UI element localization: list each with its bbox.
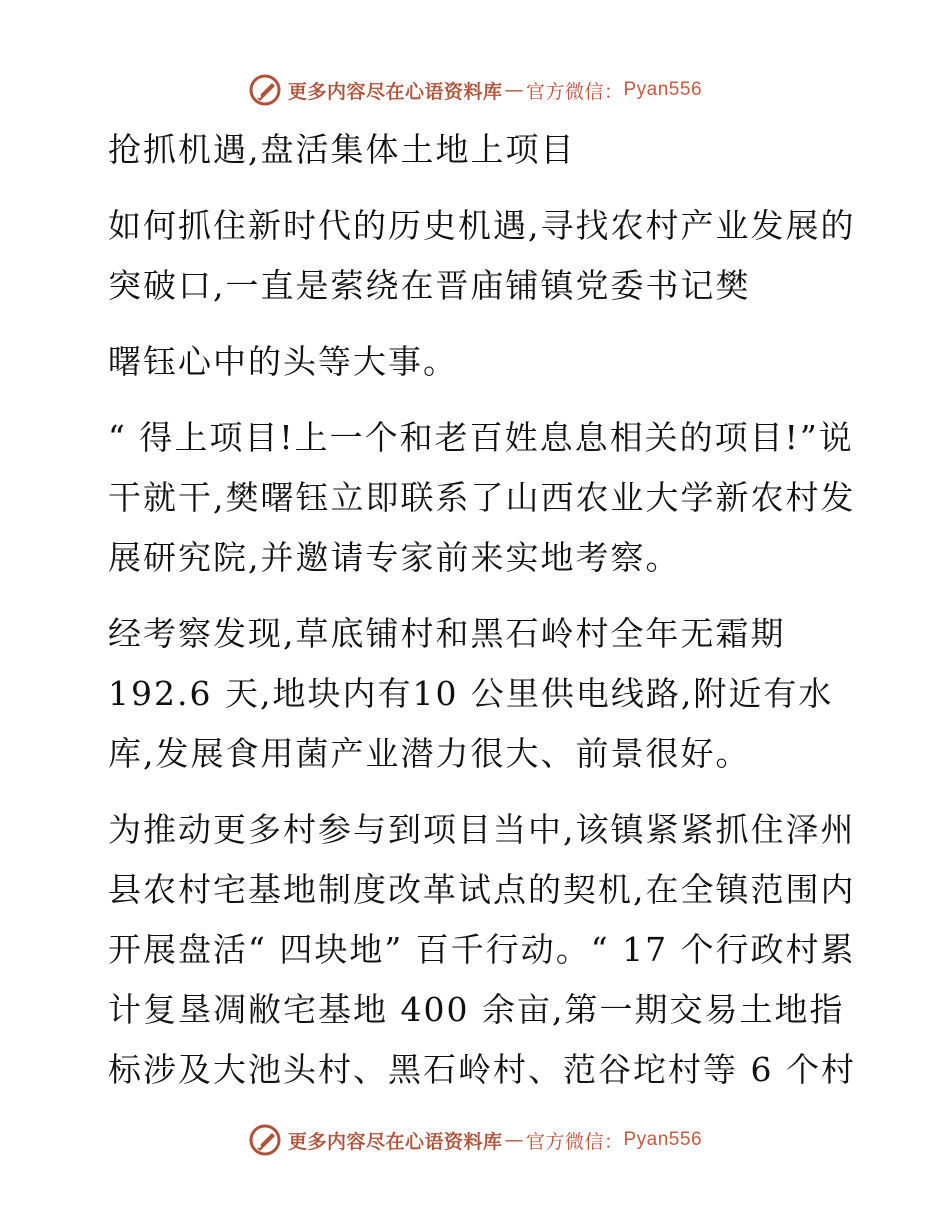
pen-logo-icon: [248, 73, 282, 107]
paragraph-5: 为推动更多村参与到项目当中,该镇紧紧抓住泽州县农村宅基地制度改革试点的契机,在全镇范围内开展盘活“ 四块地” 百千行动。“ 17 个行政村累计复垦凋敝宅基地 400 余亩,第一期交易土地指标涉及大池头村、黑石岭村、范谷坨村等 6 个村: [108, 810, 856, 1089]
paragraph-4: 经考察发现,草底铺村和黑石岭村全年无霜期 192.6 天,地块内有10 公里供电线路,附近有水库,发展食用菌产业潜力很大、前景很好。: [108, 614, 834, 773]
watermark-wechat-id: Pyan556: [623, 1129, 703, 1150]
watermark-text: 更多内容尽在心语资料库: [287, 1130, 503, 1153]
paragraph-3: “ 得上项目!上一个和老百姓息息相关的项目!”说干就干,樊曙钰立即联系了山西农业大学新农村发展研究院,并邀请专家前来实地考察。: [108, 418, 856, 577]
paragraph-2: 曙钰心中的头等大事。: [108, 342, 458, 381]
header-watermark: [0, 70, 950, 110]
watermark-text: 更多内容尽在心语资料库: [287, 80, 503, 103]
watermark-dash: —: [504, 1129, 524, 1151]
footer-watermark: [0, 1120, 950, 1160]
watermark-dash: —: [504, 79, 524, 101]
pen-logo-icon: [248, 1123, 282, 1157]
watermark-wechat-label: 官方微信：: [525, 1130, 624, 1153]
watermark-wechat-label: 官方微信：: [525, 80, 624, 103]
document-body: [96, 120, 856, 1116]
paragraph-1: 如何抓住新时代的历史机遇,寻找农村产业发展的突破口,一直是萦绕在晋庙铺镇党委书记樊: [108, 206, 856, 305]
watermark-wechat-id: Pyan556: [623, 79, 703, 100]
section-heading: 抢抓机遇,盘活集体土地上项目: [108, 130, 576, 169]
